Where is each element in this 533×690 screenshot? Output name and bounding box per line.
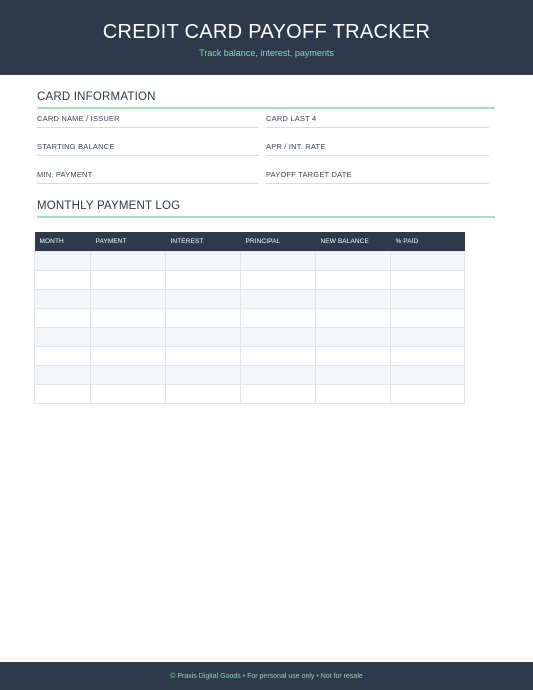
table-cell[interactable] [91,309,166,328]
table-cell[interactable] [391,385,465,404]
table-cell[interactable] [91,328,166,347]
table-cell[interactable] [241,347,316,366]
table-cell[interactable] [166,252,241,271]
table-cell[interactable] [91,290,166,309]
apr-rate-field[interactable] [266,141,489,156]
table-cell[interactable] [391,271,465,290]
table-cell[interactable] [316,328,391,347]
table-cell[interactable] [166,271,241,290]
payment-log-divider [37,216,495,218]
table-cell[interactable] [391,347,465,366]
table-cell[interactable] [166,366,241,385]
column-header-interest: INTEREST [166,232,241,252]
table-cell[interactable] [316,385,391,404]
table-header-row [35,232,465,252]
table-cell[interactable] [241,290,316,309]
table-cell[interactable] [316,290,391,309]
table-row [35,271,465,290]
table-cell[interactable] [391,290,465,309]
table-cell[interactable] [35,328,91,347]
table-cell[interactable] [241,252,316,271]
table-cell[interactable] [241,309,316,328]
table-row [35,309,465,328]
table-cell[interactable] [241,271,316,290]
payment-log-table [34,232,465,404]
column-header-principal: PRINCIPAL [241,232,316,252]
table-row [35,290,465,309]
table-cell[interactable] [91,385,166,404]
table-cell[interactable] [391,366,465,385]
table-cell[interactable] [316,347,391,366]
card-last4-field[interactable] [266,113,489,128]
table-cell[interactable] [35,385,91,404]
payoff-target-date-field[interactable] [266,169,489,184]
column-header-percent-paid: % PAID [391,232,465,252]
apr-rate-label: APR / INT. RATE [266,142,326,151]
table-cell[interactable] [166,290,241,309]
table-row [35,385,465,404]
table-row [35,252,465,271]
min-payment-field[interactable] [37,169,259,184]
table-cell[interactable] [91,271,166,290]
table-cell[interactable] [241,385,316,404]
column-header-month: MONTH [35,232,91,252]
table-cell[interactable] [166,309,241,328]
table-cell[interactable] [391,309,465,328]
table-cell[interactable] [35,271,91,290]
starting-balance-label: STARTING BALANCE [37,142,115,151]
card-information-heading: CARD INFORMATION [37,91,156,103]
table-cell[interactable] [91,252,166,271]
card-information-divider [37,107,495,109]
table-cell[interactable] [35,366,91,385]
min-payment-label: MIN. PAYMENT [37,170,93,179]
table-cell[interactable] [316,366,391,385]
column-header-payment: PAYMENT [91,232,166,252]
card-name-label: CARD NAME / ISSUER [37,114,120,123]
card-last4-label: CARD LAST 4 [266,114,317,123]
page-header [0,0,533,75]
table-row [35,347,465,366]
table-cell[interactable] [91,366,166,385]
table-cell[interactable] [391,252,465,271]
table-row [35,366,465,385]
table-cell[interactable] [35,347,91,366]
table-cell[interactable] [316,271,391,290]
table-cell[interactable] [316,252,391,271]
table-cell[interactable] [166,347,241,366]
column-header-new-balance: NEW BALANCE [316,232,391,252]
card-name-field[interactable] [37,113,259,128]
table-cell[interactable] [35,252,91,271]
table-cell[interactable] [35,309,91,328]
table-cell[interactable] [166,385,241,404]
table-cell[interactable] [241,328,316,347]
table-cell[interactable] [91,347,166,366]
table-cell[interactable] [166,328,241,347]
payment-log-heading: MONTHLY PAYMENT LOG [37,200,181,212]
table-row [35,328,465,347]
starting-balance-field[interactable] [37,141,259,156]
table-cell[interactable] [391,328,465,347]
page-footer [0,662,533,690]
page-title: CREDIT CARD PAYOFF TRACKER [102,21,431,43]
table-cell[interactable] [241,366,316,385]
payoff-target-date-label: PAYOFF TARGET DATE [266,170,352,179]
footer-text: © Praxis Digital Goods • For personal use only • Not for resale [170,673,363,680]
table-cell[interactable] [35,290,91,309]
table-cell[interactable] [316,309,391,328]
page-subtitle: Track balance, interest, payments [199,48,334,58]
